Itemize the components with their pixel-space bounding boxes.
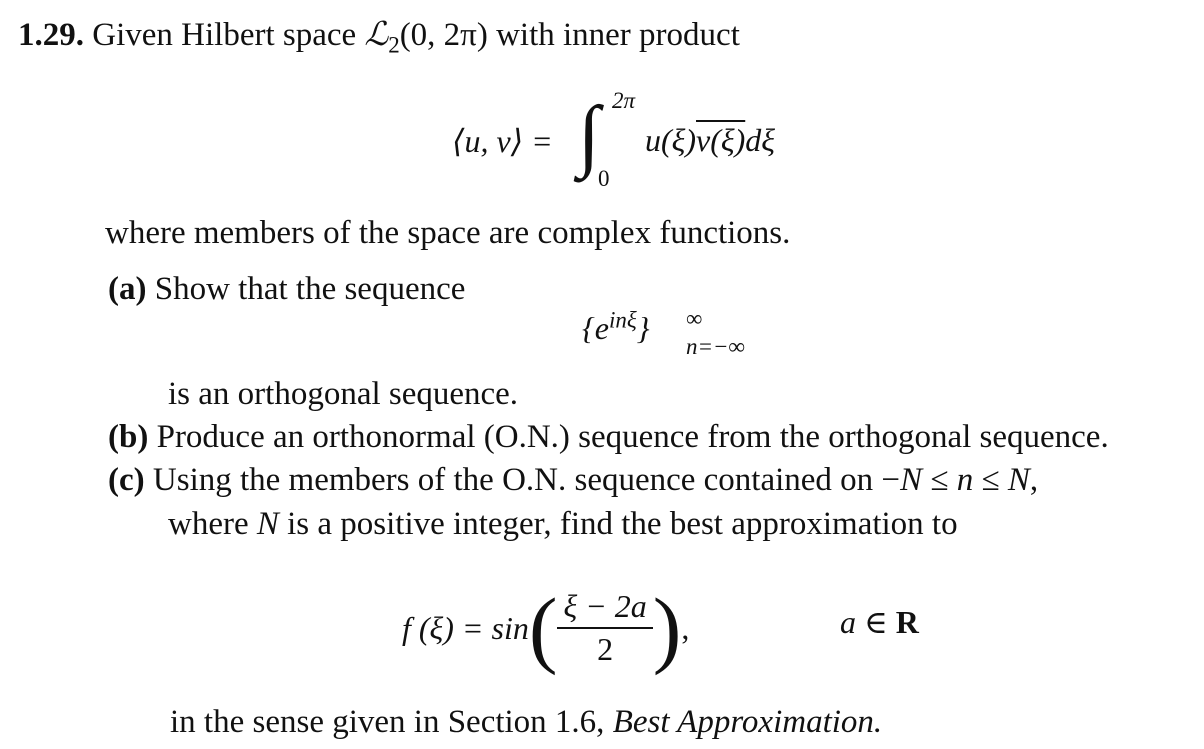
problem-intro: Given Hilbert space [92,17,357,53]
function-lhs: f (ξ) = sin [402,609,529,646]
part-c-line2 [168,505,958,543]
integral-lower-limit: 0 [598,166,610,191]
space-symbol: ℒ [364,17,389,53]
space-subscript: 2 [388,32,400,58]
part-c-text-a: Using the members of the O.N. sequence contained on − [152,462,901,498]
var-a: a [840,604,856,640]
integrand-u: u(ξ) [645,122,697,158]
punct: , [1029,462,1039,498]
final-line [170,703,882,741]
integrand [645,122,775,159]
left-paren: ( [528,580,558,676]
sequence-lower-bound: n=−∞ [686,334,745,359]
var-N: N [1007,462,1030,498]
part-a-label: (a) [108,271,147,307]
le-symbol: ≤ [973,462,1008,498]
function-comma: , [681,609,690,646]
part-b-text: Produce an orthonormal (O.N.) sequence from the orthogonal sequence. [156,419,1109,455]
part-b-label: (b) [108,419,149,455]
problem-heading [18,16,740,58]
element-of: ∈ [856,604,896,640]
part-a [108,270,465,308]
var-N: N [256,506,279,542]
sequence-exponent: inξ [609,307,637,333]
fraction [557,588,652,668]
final-line-text: in the sense given in Section 1.6, [170,704,613,740]
domain-condition [840,603,919,641]
sequence-upper-bound: ∞ [686,306,703,331]
part-a-after: is an orthogonal sequence. [168,376,519,412]
where-line: where members of the space are complex functions. [105,215,791,251]
function-equation [402,580,690,676]
integrand-v-conjugate: v(ξ) [696,122,746,158]
fraction-numerator: ξ − 2a [557,588,652,629]
var-N: N [900,462,923,498]
part-c-text-b: where [168,506,257,542]
part-c-line1 [108,461,1038,499]
reals-symbol: R [895,604,919,640]
sequence-close: } [636,310,650,346]
le-symbol: ≤ [922,462,957,498]
space-interval: (0, 2π) [399,17,488,53]
fraction-denominator: 2 [597,631,614,667]
problem-intro-tail: with inner product [496,17,740,53]
part-c-text-c: is a positive integer, find the best approximation to [278,506,958,542]
right-paren: ) [652,580,682,676]
sequence-open: {e [582,310,609,346]
integrand-differential: dξ [745,122,775,158]
var-n: n [956,462,974,498]
part-c-label: (c) [108,462,145,498]
final-line-italic: Best Approximation. [612,704,883,740]
sequence-expression [582,307,650,347]
part-a-text: Show that the sequence [154,271,466,307]
problem-number: 1.29. [18,17,84,53]
inner-product-lhs: ⟨u, v⟩ = [452,123,553,159]
part-b [108,418,1109,456]
integral-sign: ∫ [578,91,600,179]
integral-upper-limit: 2π [612,88,636,113]
